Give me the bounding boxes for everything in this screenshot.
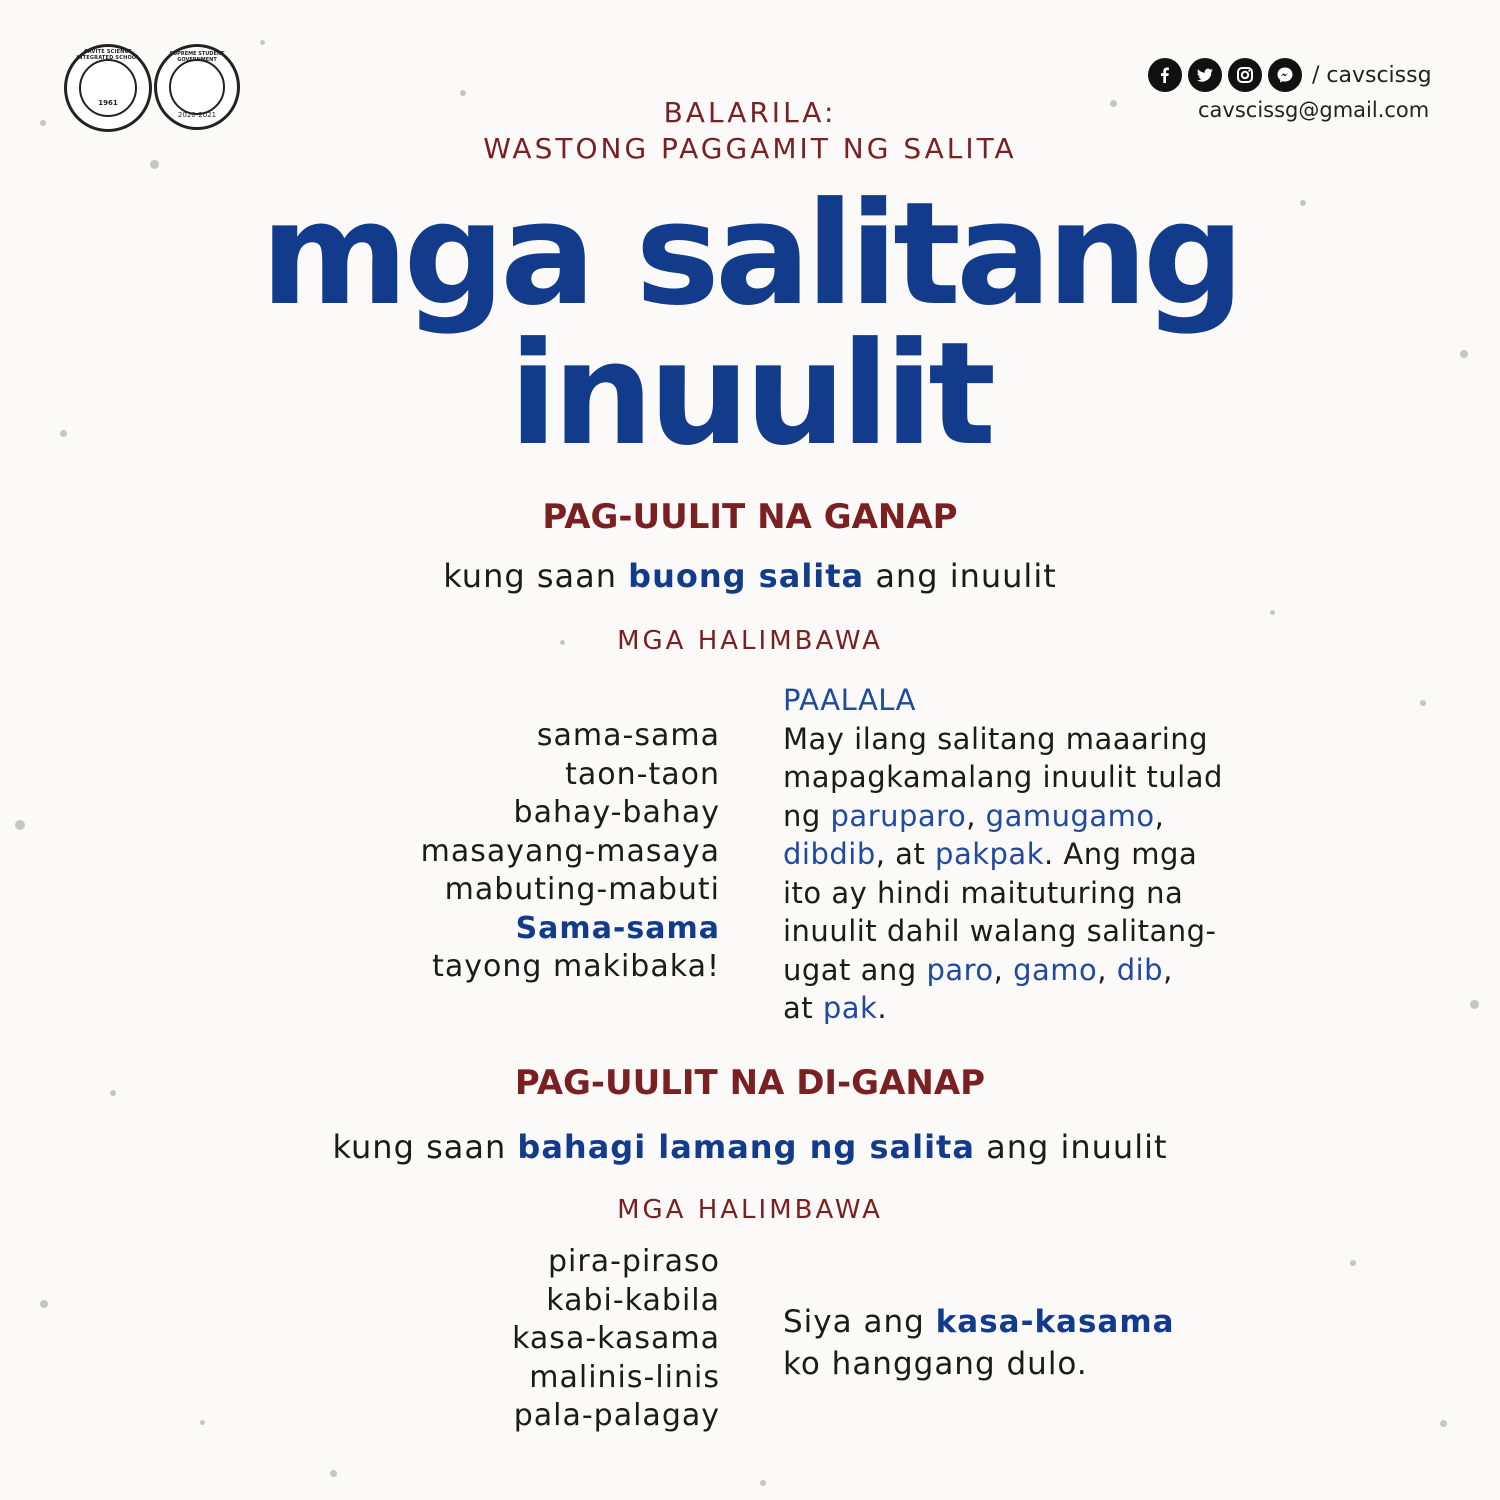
text: , xyxy=(993,952,1014,987)
page-title-line-1: mga salitang xyxy=(260,172,1240,337)
speckle xyxy=(1270,610,1275,615)
twitter-icon[interactable] xyxy=(1188,58,1222,92)
speckle xyxy=(260,40,265,45)
speckle xyxy=(1470,1000,1479,1009)
reminder-line: May ilang salitang maaaring xyxy=(783,721,1209,756)
speckle xyxy=(760,1480,766,1486)
section2-desc-bold: bahagi lamang ng salita xyxy=(517,1128,975,1166)
section1-examples-list xyxy=(421,717,720,987)
section2-example-sentence xyxy=(783,1301,1175,1385)
section2-examples-list xyxy=(512,1243,720,1436)
text: . xyxy=(877,991,888,1025)
term: dib xyxy=(1116,952,1164,987)
text: , xyxy=(1154,798,1165,833)
ssg-logo-text: SUPREME STUDENT GOVERNMENT xyxy=(169,51,225,63)
term: paruparo xyxy=(830,798,967,833)
speckle xyxy=(15,820,25,830)
reminder-line: ito ay hindi maituturing na xyxy=(783,875,1184,910)
section1-examples-label: MGA HALIMBAWA xyxy=(617,626,883,656)
page-title-line-2: inuulit xyxy=(508,312,992,477)
term: dibdib xyxy=(783,837,876,871)
school-logo-year: 1961 xyxy=(98,99,118,107)
list-item: bahay-bahay xyxy=(513,795,720,830)
section1-desc-bold: buong salita xyxy=(628,557,865,595)
social-bar xyxy=(1148,58,1432,92)
reminder-line xyxy=(783,951,1253,990)
section1-desc-pre: kung saan xyxy=(443,557,629,595)
school-logo-text: CAVITE SCIENCE INTEGRATED SCHOOL xyxy=(76,49,140,61)
list-item: mabuting-mabuti xyxy=(444,872,720,907)
list-item: malinis-linis xyxy=(529,1359,720,1395)
text: , xyxy=(1097,952,1117,987)
section2-desc-pre: kung saan xyxy=(332,1128,518,1166)
term: gamo xyxy=(1013,952,1098,987)
speckle xyxy=(1350,1260,1356,1266)
ssg-logo-year: 2020-2021 xyxy=(177,111,217,119)
facebook-icon[interactable] xyxy=(1148,58,1182,92)
text: at xyxy=(783,991,823,1025)
social-handle: / cavscissg xyxy=(1312,62,1432,88)
speckle xyxy=(1420,700,1426,706)
section1-description xyxy=(0,557,1500,595)
section2-examples-label: MGA HALIMBAWA xyxy=(617,1195,883,1225)
term: gamugamo xyxy=(985,798,1155,833)
speckle xyxy=(330,1470,337,1477)
text: , xyxy=(966,798,986,833)
section1-heading: PAG-UULIT NA GANAP xyxy=(542,497,958,537)
sentence-bold: kasa-kasama xyxy=(935,1304,1175,1340)
reminder-line: mapagkamalang inuulit tulad xyxy=(783,760,1223,794)
reminder-line xyxy=(783,835,1253,874)
reminder-title: PAALALA xyxy=(783,683,916,717)
text: , xyxy=(1163,952,1173,987)
email-address: cavscissg@gmail.com xyxy=(1198,98,1430,122)
term: paro xyxy=(926,952,994,987)
list-item: kabi-kabila xyxy=(546,1282,720,1318)
reminder-line: inuulit dahil walang salitang- xyxy=(783,914,1217,948)
instagram-icon[interactable] xyxy=(1228,58,1262,92)
eyebrow-line-1: BALARILA: xyxy=(663,96,837,129)
speckle xyxy=(40,1300,48,1308)
list-item: pira-piraso xyxy=(547,1244,720,1279)
term: pakpak xyxy=(935,837,1044,871)
section1-desc-post: ang inuulit xyxy=(864,557,1057,595)
list-item: kasa-kasama xyxy=(512,1321,720,1356)
list-item: sama-sama xyxy=(536,718,720,753)
eyebrow-line-2: WASTONG PAGGAMIT NG SALITA xyxy=(483,132,1017,165)
section2-heading: PAG-UULIT NA DI-GANAP xyxy=(514,1063,986,1103)
list-item: masayang-masaya xyxy=(420,833,720,869)
text: . Ang mga xyxy=(1044,837,1198,871)
reminder-note xyxy=(783,681,1253,1028)
sentence-line-1 xyxy=(783,1301,1175,1343)
reminder-line xyxy=(783,797,1253,836)
term: pak xyxy=(822,991,878,1025)
text: Siya ang xyxy=(783,1304,936,1340)
example-sentence-rest: tayong makibaka! xyxy=(432,949,720,984)
text: ugat ang xyxy=(783,952,927,987)
speckle xyxy=(200,1420,205,1425)
list-item: pala-palagay xyxy=(513,1398,720,1433)
section2-description xyxy=(0,1128,1500,1166)
text: , at xyxy=(875,837,936,871)
section2-desc-post: ang inuulit xyxy=(974,1128,1168,1166)
messenger-icon[interactable] xyxy=(1268,58,1302,92)
reminder-line xyxy=(783,989,1253,1028)
example-sentence-bold: Sama-sama xyxy=(515,910,720,946)
text: ng xyxy=(783,798,831,833)
sentence-line-2: ko hanggang dulo. xyxy=(783,1346,1088,1382)
speckle xyxy=(1440,1420,1447,1427)
list-item: taon-taon xyxy=(565,756,720,792)
